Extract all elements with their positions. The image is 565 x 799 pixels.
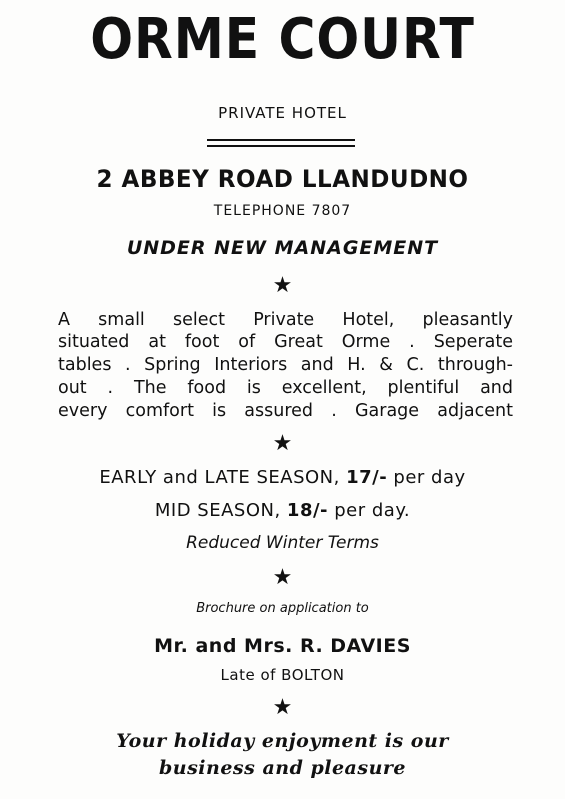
hotel-type-label: PRIVATE HOTEL — [218, 104, 347, 122]
description-line: situated at foot of Great Orme . Seperate — [58, 332, 513, 352]
description-line: every comfort is assured . Garage adjacent — [58, 401, 513, 421]
star-icon: ★ — [272, 565, 293, 590]
description-line: A small select Private Hotel, pleasantly — [58, 310, 513, 330]
previous-location: Late of BOLTON — [220, 666, 345, 684]
management-notice: UNDER NEW MANAGEMENT — [126, 237, 439, 259]
rate-label: MID SEASON, — [154, 500, 287, 521]
brochure-note: Brochure on application to — [196, 601, 369, 616]
winter-terms: Reduced Winter Terms — [186, 533, 379, 553]
star-icon: ★ — [272, 431, 293, 456]
description-line: tables . Spring Interiors and H. & C. through- — [58, 355, 513, 375]
rate-unit: per day. — [328, 500, 411, 521]
hotel-name-heading: ORME COURT — [90, 7, 475, 72]
rate-unit: per day — [387, 467, 466, 488]
star-icon: ★ — [272, 273, 293, 298]
divider-rule-bottom — [207, 145, 355, 147]
mid-season-rate — [0, 500, 565, 521]
rate-price: 17/- — [346, 467, 388, 488]
rate-label: EARLY and LATE SEASON, — [99, 467, 347, 488]
divider-rule-top — [207, 139, 355, 141]
slogan-line: Your holiday enjoyment is our — [116, 730, 449, 752]
early-late-season-rate — [0, 467, 565, 488]
proprietors-name: Mr. and Mrs. R. DAVIES — [154, 635, 411, 657]
rate-price: 18/- — [286, 500, 329, 521]
telephone-line: TELEPHONE 7807 — [213, 203, 352, 219]
description-line: out . The food is excellent, plentiful and — [58, 378, 513, 398]
slogan-line: business and pleasure — [159, 757, 406, 779]
address-line: 2 ABBEY ROAD LLANDUDNO — [96, 165, 469, 193]
star-icon: ★ — [272, 695, 293, 720]
